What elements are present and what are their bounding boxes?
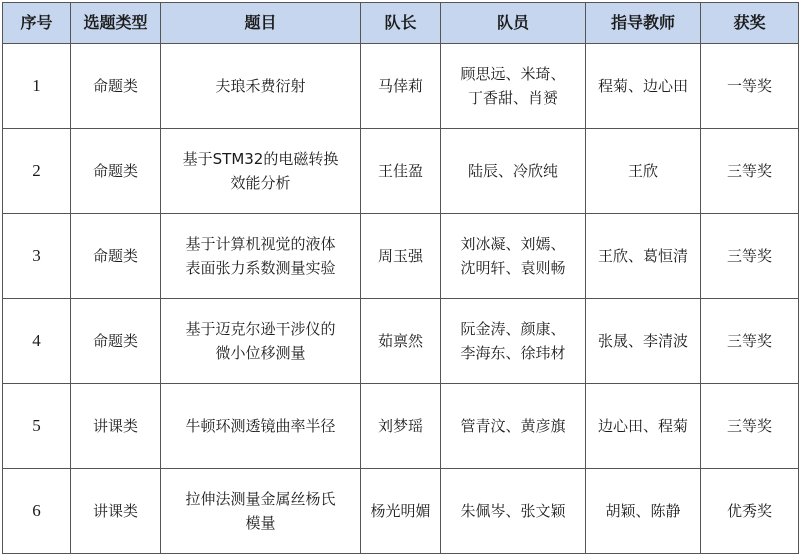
row-members-line: 顾思远、米琦、 — [460, 65, 566, 83]
row-advisors-cell: 张晟、李清波 — [586, 299, 701, 384]
row-advisors-cell: 王欣、葛恒清 — [586, 214, 701, 299]
table-row — [3, 469, 799, 554]
row-members-line: 阮金涛、颜康、 — [460, 320, 566, 338]
row-leader-cell: 刘梦瑶 — [361, 384, 441, 469]
row-advisors-cell: 程菊、边心田 — [586, 44, 701, 129]
table-row — [3, 129, 799, 214]
row-leader-cell: 茹禀然 — [361, 299, 441, 384]
header-no: 序号 — [3, 3, 71, 44]
row-leader-cell: 杨光明媚 — [361, 469, 441, 554]
row-members-line: 沈明轩、袁则畅 — [460, 259, 566, 277]
row-leader-cell: 王佳盈 — [361, 129, 441, 214]
row-award-cell: 三等奖 — [701, 214, 799, 299]
row-title-cell — [161, 384, 361, 469]
header-advisors: 指导教师 — [586, 3, 701, 44]
row-members-line: 管青汶、黄彦旗 — [460, 417, 566, 435]
row-members-cell — [441, 469, 586, 554]
row-award-cell: 优秀奖 — [701, 469, 799, 554]
row-advisors-cell: 胡颖、陈静 — [586, 469, 701, 554]
row-title-line: 夫琅禾费衍射 — [215, 77, 306, 95]
row-title-line: 模量 — [245, 514, 276, 532]
table-row — [3, 214, 799, 299]
row-award-cell: 一等奖 — [701, 44, 799, 129]
header-type: 选题类型 — [71, 3, 161, 44]
table-row — [3, 299, 799, 384]
row-members-cell — [441, 129, 586, 214]
row-members-line: 李海东、徐玮材 — [460, 344, 566, 362]
row-award-cell: 三等奖 — [701, 299, 799, 384]
table-row — [3, 44, 799, 129]
row-title-line: 微小位移测量 — [215, 344, 306, 362]
row-type-cell: 命题类 — [71, 44, 161, 129]
table-body — [3, 44, 799, 554]
row-title-line: 基于计算机视觉的液体 — [185, 235, 336, 253]
row-no-cell: 4 — [3, 299, 71, 384]
row-title-cell — [161, 299, 361, 384]
row-title-line: 表面张力系数测量实验 — [185, 259, 336, 277]
header-row — [3, 3, 799, 44]
row-advisors-cell: 王欣 — [586, 129, 701, 214]
row-members-line: 朱佩岑、张文颖 — [460, 502, 566, 520]
row-type-cell: 命题类 — [71, 129, 161, 214]
header-leader: 队长 — [361, 3, 441, 44]
row-members-line: 丁香甜、肖赟 — [467, 89, 558, 107]
row-title-cell — [161, 44, 361, 129]
row-title-line: 基于迈克尔逊干涉仪的 — [185, 320, 336, 338]
header-title: 题目 — [161, 3, 361, 44]
row-title-line: 牛顿环测透镜曲率半径 — [185, 417, 336, 435]
row-no-cell: 3 — [3, 214, 71, 299]
row-members-line: 陆辰、冷欣纯 — [467, 162, 558, 180]
row-no-cell: 1 — [3, 44, 71, 129]
row-type-cell: 讲课类 — [71, 469, 161, 554]
row-title-line: 基于STM32的电磁转换 — [182, 150, 339, 168]
row-award-cell: 三等奖 — [701, 384, 799, 469]
row-leader-cell: 周玉强 — [361, 214, 441, 299]
row-award-cell: 三等奖 — [701, 129, 799, 214]
row-members-cell — [441, 44, 586, 129]
row-members-cell — [441, 299, 586, 384]
row-title-cell — [161, 469, 361, 554]
row-type-cell: 命题类 — [71, 214, 161, 299]
row-type-cell: 命题类 — [71, 299, 161, 384]
row-members-cell — [441, 384, 586, 469]
header-award: 获奖 — [701, 3, 799, 44]
row-title-cell — [161, 129, 361, 214]
row-title-cell — [161, 214, 361, 299]
row-members-line: 刘冰凝、刘嫣、 — [460, 235, 566, 253]
row-leader-cell: 马倖莉 — [361, 44, 441, 129]
row-advisors-cell: 边心田、程菊 — [586, 384, 701, 469]
table-row — [3, 384, 799, 469]
row-no-cell: 2 — [3, 129, 71, 214]
header-members: 队员 — [441, 3, 586, 44]
row-no-cell: 5 — [3, 384, 71, 469]
row-title-line: 效能分析 — [230, 174, 291, 192]
row-title-line: 拉伸法测量金属丝杨氏 — [185, 490, 336, 508]
row-no-cell: 6 — [3, 469, 71, 554]
row-members-cell — [441, 214, 586, 299]
awards-table — [2, 2, 799, 554]
row-type-cell: 讲课类 — [71, 384, 161, 469]
